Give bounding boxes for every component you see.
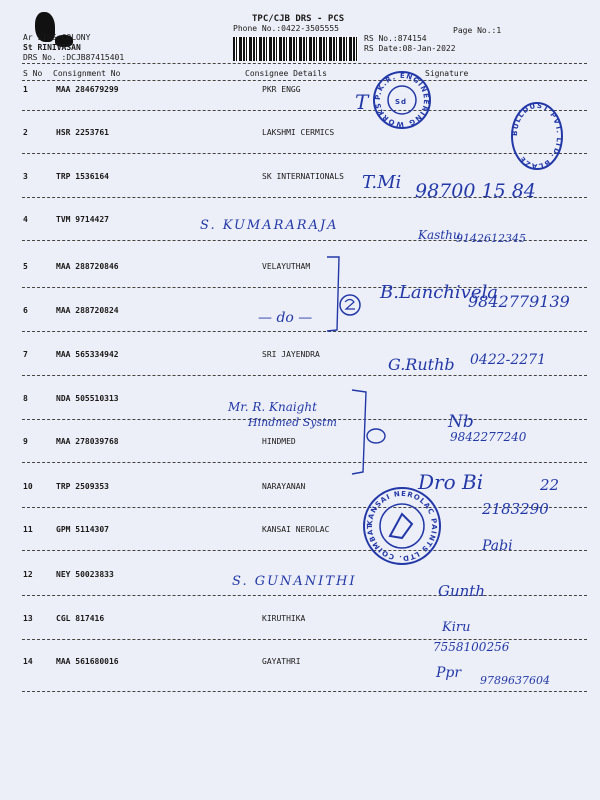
row-consignment: TRP 2509353 (56, 482, 109, 491)
handwritten-row14-phone: 9789637604 (480, 674, 550, 687)
row-consignee: SRI JAYENDRA (262, 350, 320, 359)
row-divider (22, 462, 587, 463)
row-consignment: MAA 278039768 (56, 437, 119, 446)
handwritten-row3-phone: 98700 15 84 (415, 180, 536, 202)
row-consignment: CGL 817416 (56, 614, 105, 623)
row-divider (22, 595, 587, 596)
handwritten-row13-sign: Kiru (442, 620, 471, 635)
row-consignment: GPM 5114307 (56, 525, 109, 534)
pkr-stamp-text: P.K.R. ENGINEERING WORKS (373, 71, 431, 129)
col-header-sno: S No (23, 69, 43, 78)
header-divider (22, 63, 587, 64)
staff-name: St RINIVASAN (23, 43, 81, 52)
row-sno: 8 (23, 394, 28, 403)
row-divider (22, 331, 587, 332)
row-divider (22, 110, 587, 111)
row-sno: 1 (23, 85, 28, 94)
handwritten-row1-sign: T (355, 90, 369, 114)
handwritten-row4-sign: Kasthu (418, 228, 461, 242)
row-consignment: NEY 50023833 (56, 570, 114, 579)
phone-number: Phone No.:0422-3505555 (233, 24, 339, 33)
row-divider (22, 691, 587, 692)
handwritten-row7-sign: G.Ruthb (388, 355, 455, 374)
pkr-engineering-stamp (372, 70, 432, 130)
row-sno: 6 (23, 306, 28, 315)
handwritten-row9-phone: 9842277240 (450, 430, 527, 444)
handwritten-row6-dash: — do — (258, 310, 313, 326)
handwritten-row10-num: 2183290 (482, 500, 549, 518)
row-consignment: MAA 288720824 (56, 306, 119, 315)
row-consignment: MAA 565334942 (56, 350, 119, 359)
row-consignee: LAKSHMI CERMICS (262, 128, 335, 137)
row-sno: 9 (23, 437, 28, 446)
pkr-stamp-center: Sd (395, 98, 408, 106)
row-consignment: MAA 561680016 (56, 657, 119, 666)
kansai-nerolac-stamp (358, 480, 442, 566)
rs-number: RS No.:874154 (364, 34, 427, 43)
row-sno: 13 (23, 614, 33, 623)
row-consignment: TVM 9714427 (56, 215, 109, 224)
row-sno: 11 (23, 525, 33, 534)
row-consignee: PKR ENGG (262, 85, 301, 94)
row-sno: 4 (23, 215, 28, 224)
handwritten-row11-sign: Pabi (482, 538, 513, 554)
row-consignment: TRP 1536164 (56, 172, 109, 181)
circle-mark-row6 (338, 293, 362, 317)
row-consignee: KANSAI NEROLAC (262, 525, 330, 534)
handwritten-row7-phone: 0422-2271 (470, 352, 546, 368)
handwritten-row4-name: S. KUMARARAJA (200, 218, 339, 233)
area-name: Ar SIHS COLONY (23, 33, 91, 42)
row-consignee: KIRUTHIKA (262, 614, 306, 623)
col-header-consignee: Consignee Details (245, 69, 327, 78)
row-sno: 5 (23, 262, 28, 271)
handwritten-row3-sign: T.Mi (362, 172, 402, 193)
row-sno: 12 (23, 570, 33, 579)
handwritten-row9-sign: Nb (448, 412, 474, 432)
row-consignee: HINDMED (262, 437, 296, 446)
col-header-signature: Signature (425, 69, 469, 78)
row-divider (22, 375, 587, 376)
handwritten-row14-sign: Ppr (436, 665, 462, 681)
handwritten-row12-sign: Gunth (438, 582, 485, 600)
row-consignment: MAA 288720846 (56, 262, 119, 271)
handwritten-row8-name2: Hindmed Systm (248, 416, 337, 429)
handwritten-row10-num2: 22 (540, 476, 560, 494)
row-consignee: SK INTERNATIONALS (262, 172, 344, 181)
page-number: Page No.:1 (453, 26, 502, 35)
row-sno: 2 (23, 128, 28, 137)
handwritten-row13-phone: 7558100256 (433, 640, 510, 654)
bulldust-stamp (510, 100, 564, 172)
row-divider (22, 287, 587, 288)
handwritten-row6-sign: B.Lanchivela (380, 282, 498, 303)
circle-mark-row9 (366, 428, 386, 444)
drs-number: DRS No. :DCJB87415401 (23, 53, 125, 62)
bulldust-stamp-text: BULLDUST PVT. LTD. BLAZE (510, 101, 564, 171)
kansai-stamp-text: KANSAI NEROLAC PAINTS LTD. COIMBATORE (358, 480, 439, 563)
handwritten-row8-name1: Mr. R. Knaight (228, 400, 317, 414)
handwritten-row10-sign: Dro Bi (418, 470, 484, 494)
handwritten-row12-name: S. GUNANITHI (232, 574, 357, 589)
row-sno: 10 (23, 482, 33, 491)
document-title: TPC/CJB DRS - PCS (252, 14, 345, 24)
handwritten-row6-phone: 9842779139 (468, 292, 570, 311)
row-sno: 14 (23, 657, 33, 666)
row-consignee: VELAYUTHAM (262, 262, 311, 271)
col-header-consignment: Consignment No (53, 69, 121, 78)
row-consignment: HSR 2253761 (56, 128, 109, 137)
row-sno: 3 (23, 172, 28, 181)
column-header-divider (22, 80, 587, 81)
handwritten-row4-phone: 9142612345 (456, 232, 526, 245)
row-divider (22, 153, 587, 154)
row-consignee: NARAYANAN (262, 482, 306, 491)
rs-date: RS Date:08-Jan-2022 (364, 44, 456, 53)
row-sno: 7 (23, 350, 28, 359)
barcode (233, 37, 358, 61)
row-consignee: GAYATHRI (262, 657, 301, 666)
row-consignment: MAA 284679299 (56, 85, 119, 94)
row-consignment: NDA 505510313 (56, 394, 119, 403)
